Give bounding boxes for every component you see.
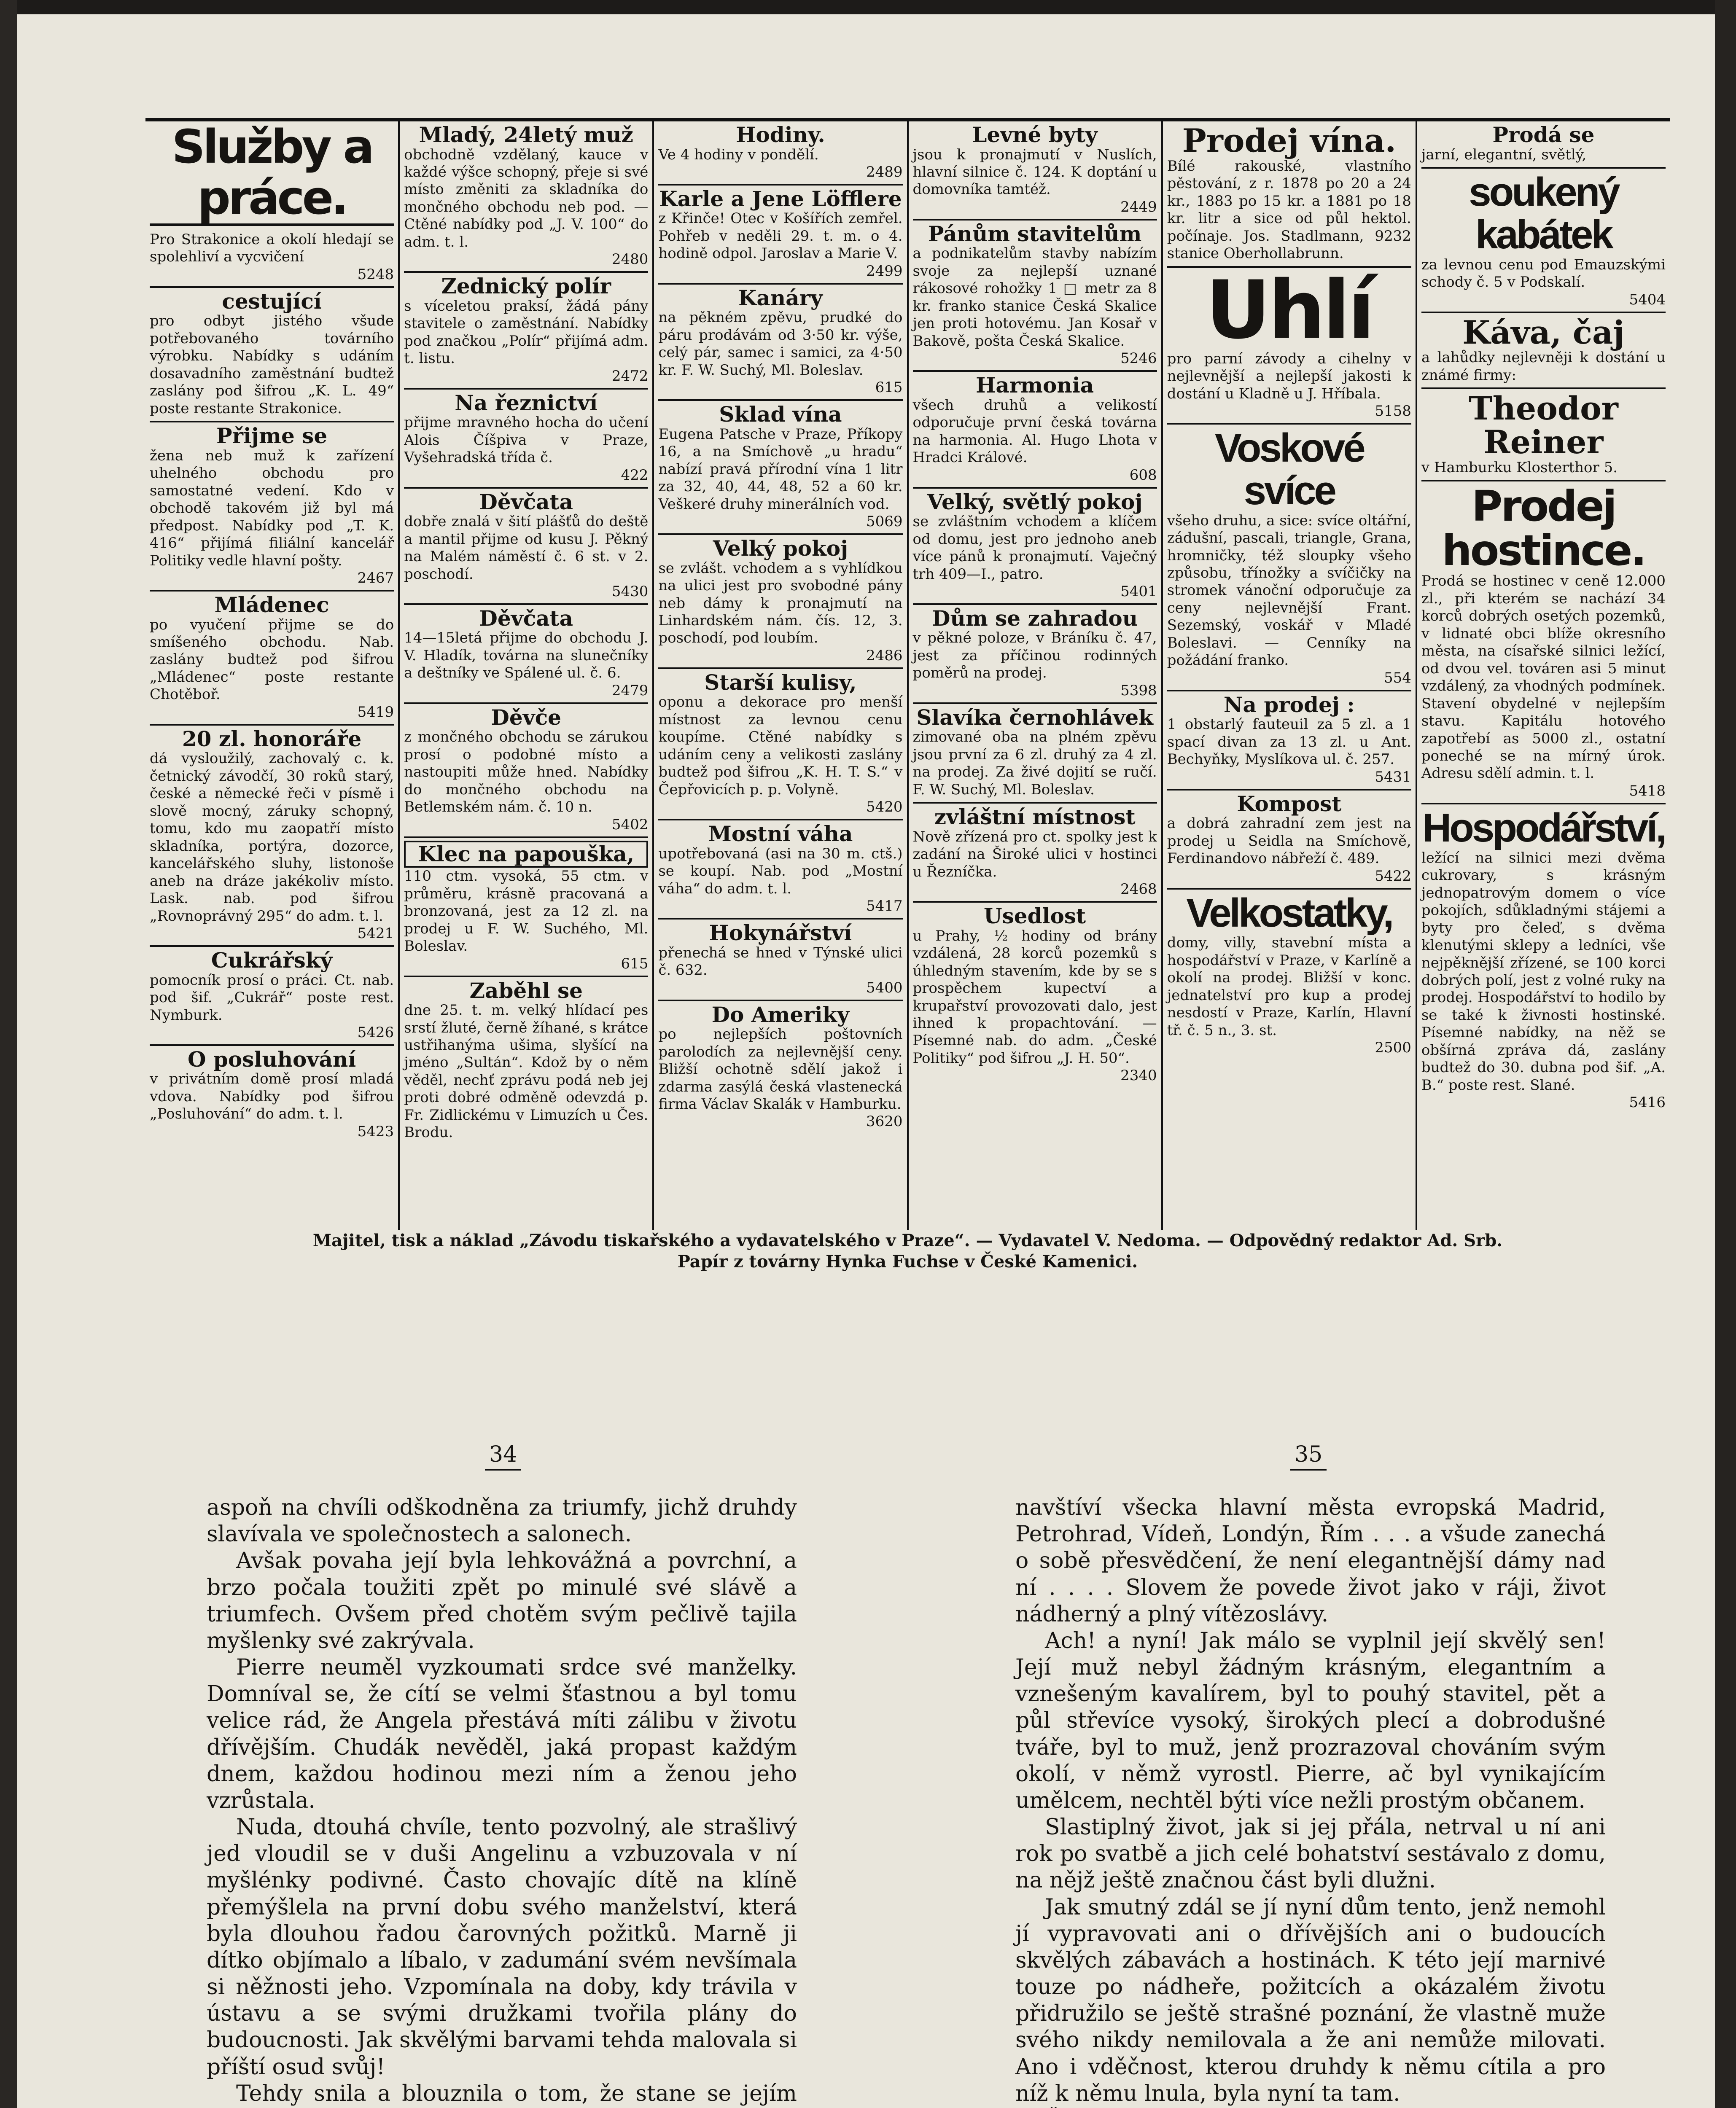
- ad-title: Hodiny.: [736, 122, 825, 147]
- ad-title: Usedlost: [984, 903, 1086, 929]
- ad: [404, 977, 648, 1145]
- ad: [1167, 425, 1411, 691]
- ad-title: Velký, světlý pokoj: [927, 489, 1143, 514]
- ad-code: 3620: [866, 1113, 903, 1130]
- ad-body: v Hamburku Klosterthor 5.: [1421, 459, 1618, 476]
- ad-title: Prodej hostince.: [1442, 481, 1645, 575]
- ad: [913, 372, 1157, 488]
- ad-title: Voskové svíce: [1214, 425, 1364, 513]
- ad-body: 14—15letá přijme do obchodu J. V. Hladík, továrna na slunečníky a deštníky ve Spálené ul. č. 6.: [404, 629, 649, 682]
- ad-body: přijme mravného hocha do učení Alois Číšpiva v Praze, Vyšehradská třída č.: [404, 414, 649, 466]
- ad: [658, 669, 902, 820]
- ad-code: 608: [1129, 466, 1157, 484]
- ad-code: 5416: [1629, 1094, 1666, 1111]
- ad-title: Uhlí: [1206, 263, 1373, 357]
- ad: [404, 838, 648, 977]
- ad: [404, 489, 648, 605]
- ad: [150, 229, 394, 288]
- ad-title: Děvče: [491, 704, 561, 730]
- ad-code: 5246: [1120, 350, 1157, 367]
- ad-title: Slavíka černohlávek: [916, 704, 1153, 730]
- ad: [658, 535, 902, 669]
- ad-body: Pro Strakonice a okolí hledají se spolehliví a vycvičení: [150, 231, 394, 266]
- ad-code: 5423: [357, 1123, 394, 1140]
- ad-code: 2468: [1120, 881, 1157, 898]
- scan-border-right: [1715, 0, 1736, 2108]
- ad-code: 5420: [866, 799, 903, 816]
- ad-body: na pěkném zpěvu, prudké do páru prodávám od 3·50 kr. výše, celý pár, samec i samici, za 4·50 kr. F. W. Suchý, Ml. Boleslav.: [658, 309, 903, 379]
- ad: [150, 1046, 394, 1143]
- left-page-number: 34: [485, 1442, 521, 1471]
- ad: [658, 285, 902, 401]
- ad: [1421, 481, 1666, 804]
- ad: [1421, 804, 1666, 1114]
- ad: [1167, 121, 1411, 268]
- ad-code: 5069: [866, 513, 903, 530]
- ad-title: zvláštní místnost: [934, 804, 1136, 830]
- ad-body: upotřebovaná (asi na 30 m. ctš.) se koupí. Nab. pod „Mostní váha“ do adm. t. l.: [658, 845, 903, 897]
- ad-code: 5404: [1629, 291, 1666, 308]
- ad-body: pro odbyt jistého všude potřebovaného továrního výrobku. Nabídky s udáním dosavadního zaměstnání budtež zaslány pod šifrou „K. L. 49“ poste restante Strakonice.: [150, 312, 394, 417]
- ad-title: Kompost: [1237, 791, 1342, 816]
- ad-code: 5426: [357, 1024, 394, 1041]
- ad-body: žena neb muž k zařízení uhelného obchodu pro samostatné vedení. Kdo v obchodě takovém již byl má předpost. Nabídky pod „T. K. 416“ přijímá filiální kancelář Politiky vedle hlavní pošty.: [150, 447, 394, 569]
- paragraph: Tehdy snila a blouznila o tom, že stane se jejím: [236, 2081, 797, 2106]
- ad-body: u Prahy, ½ hodiny od brány vzdálená, 28 korců pozemků s úhledným stavením, kde by se s prospěchem kupectví a krupařství provozovati dalo, jest ihned k propachtování. — Písemné nab. do adm. „České Politiky“ pod šifrou „J. H. 50“.: [912, 927, 1157, 1067]
- ad-title: cestující: [222, 288, 322, 314]
- ad-body: 1 obstarlý fauteuil za 5 zl. a 1 spací divan za 13 zl. u Ant. Bechyňky, Myslíkova ul. č. 257.: [1167, 716, 1411, 768]
- ad: [404, 273, 648, 389]
- ad: [1421, 169, 1666, 313]
- ad-body: přenechá se hned v Týnské ulici č. 632.: [658, 944, 903, 979]
- ad-code: 2472: [611, 367, 649, 384]
- ad-body: Ve 4 hodiny v pondělí.: [658, 146, 819, 163]
- ad-title: Do Ameriky: [711, 1002, 850, 1027]
- ad-body: Nově zřízená pro ct. spolky jest k zadání na Široké ulici v hostinci u Řezníčka.: [912, 828, 1157, 880]
- ad-body: všech druhů a velikostí odporučuje první česká továrna na harmonia. Al. Hugo Lhota v Hradci Králové.: [912, 396, 1157, 466]
- ad-code: 5421: [357, 925, 394, 942]
- ad-body: z mončného obchodu se zárukou prosí o podobné místo a nastoupiti může hned. Nabídky do mončného obchodu na Betlemském nám. č. 10 n.: [404, 729, 649, 816]
- imprint: [145, 1230, 1670, 1272]
- ad-title: Káva, čaj: [1462, 313, 1625, 351]
- ad-title: Dům se zahradou: [932, 605, 1138, 631]
- ad: [404, 121, 648, 273]
- ad: [150, 726, 394, 947]
- scan-border-left: [0, 0, 17, 2108]
- ad-body: pro parní závody a cihelny v nejlevnější a nejlepší jakosti k dostání u Kladně u J. Hříbala.: [1167, 350, 1411, 402]
- ad-code: 5431: [1375, 768, 1411, 785]
- ad-body: se zvláštním vchodem a klíčem od domu, jest pro jednoho aneb více pánů k pronajmutí. Vaječný trh 409—I., patro.: [912, 513, 1157, 583]
- paragraph: Nuda, dtouhá chvíle, tento pozvolný, ale strašlivý jed vloudil se v duši Angelinu a vzbuzovala v ní myšlénky podivné. Často chovajíc dítě na klíně přemýšlela na první dobu svého manželství, která byla dlouhou řadou čarovných požitků. Marně ji dítko objímalo a líbalo, v zadumání svém nevšímala si něžnosti jeho. Vzpomínala na doby, kdy trávila v ústavu a se svými družkami tvořila plány do budoucnosti. Jak skvělými barvami tehda malovala si příští osud svůj!: [207, 1815, 797, 2080]
- ad-title: Přijme se: [216, 423, 328, 449]
- ad: [913, 489, 1157, 605]
- ad-column-3: [654, 121, 908, 1230]
- ad-title: Kanáry: [738, 285, 823, 310]
- ad-body: oponu a dekorace pro menší místnost za levnou cenu koupíme. Ctěné nabídky s udáním ceny a velikosti zaslány budtež pod šifrou „K. H. T. S.“ v Čepřovicích p. p. Volyně.: [658, 694, 903, 798]
- ad: [150, 947, 394, 1046]
- ad-code: 5422: [1375, 867, 1411, 885]
- ad-code: 5417: [866, 898, 903, 915]
- ad-code: 5419: [357, 703, 394, 721]
- ad: [1167, 790, 1411, 890]
- ad-code: 5418: [1629, 782, 1666, 799]
- ad-body: v pěkné poloze, v Bráníku č. 47, jest za příčinou rodinných poměrů na prodej.: [912, 629, 1157, 682]
- ad-body: a lahůdky nejlevněji k dostání u známé firmy:: [1421, 349, 1666, 384]
- ad-title: Levné byty: [972, 122, 1098, 147]
- ad-title: Mládenec: [214, 592, 329, 618]
- ad: [150, 592, 394, 726]
- ad-body: jsou k pronajmutí v Nuslích, hlavní silnice č. 124. K doptání u domovníka tamtéž.: [912, 146, 1157, 198]
- ad-title: Na řeznictví: [455, 390, 598, 415]
- ad-code: 5248: [357, 266, 394, 283]
- ad-code: 615: [875, 379, 903, 396]
- ad-code: 422: [621, 466, 649, 484]
- ad-body: ležící na silnici mezi dvěma cukrovary, s krásným jednopatrovým domem o více pokojích, sdůkladnými stájemi a byty pro čeleď, s dvěma klenutými sklepy a ledníci, vše nejpěknější zřízené, se 100 korci dobrých polí, jest z volné ruky na prodej. Hospodářství to hodilo by se také k živnosti hostinské. Písemné nabídky, na něž se obšírná zpráva dá, zaslány budtež do 30. dubna pod šif. „A. B.“ poste rest. Slané.: [1421, 849, 1666, 1094]
- ad: [150, 288, 394, 422]
- ad: [913, 121, 1157, 220]
- ad: [913, 704, 1157, 804]
- paragraph: Pierre neuměl vyzkoumati srdce své manželky. Domníval se, že cítí se velmi šťastnou a byl tomu velice rád, že Angela přestává míti zálibu v životu dřívějším. Chudák nevěděl, jaká propast každým dnem, každou hodinou mezi ním a ženou jeho vzrůstala.: [207, 1655, 797, 1813]
- ad-column-2: [400, 121, 654, 1230]
- ad-code: 5430: [611, 583, 649, 600]
- ad-body: a dobrá zahradní zem jest na prodej u Seidla na Smíchově, Ferdinandovo nábřeží č. 489.: [1167, 815, 1411, 867]
- ad-code: 5158: [1375, 403, 1411, 420]
- ad: [658, 121, 902, 186]
- ad-title: O posluhování: [187, 1046, 356, 1072]
- ad-body: se zvlášt. vchodem a s vyhlídkou na ulici jest pro svobodné pány neb dámy k pronajmutí na Linhardském nám. čís. 12, 3. poschodí, pod loubím.: [658, 559, 903, 647]
- ad-code: 2449: [1120, 198, 1157, 215]
- ad-body: Prodá se hostinec v ceně 12.000 zl., při kterém se nachází 34 korců dobrých osetých pozemků, v lidnaté obci blíže okresního města, na císařské silnici ležící, od dvou vel. továren asi 5 minut vzdálený, za vhodných podmínek. Stavení obydelné v nejlepším stavu. Kapitálu hotového zapotřebí as 5000 zl., ostatní poneché se na mírný úrok. Adresu sdělí admin. t. l.: [1421, 573, 1666, 782]
- ad: [913, 804, 1157, 903]
- paragraph: Ach! a nyní! Jak málo se vyplnil její skvělý sen! Její muž nebyl žádným krásným, elegantním a vznešeným kavalírem, byl to pouhý stavitel, pět a půl střevíce vysoký, širokých plecí a dobrodušné tváře, byl to muž, jenž prozrazoval chováním svým okolí, v němž vyrostl. Pierre, ač byl vynikajícím umělcem, nechtěl býti více nežli prostým občanem.: [1015, 1628, 1606, 1813]
- ad: [1421, 389, 1666, 481]
- ad-title: Velkostatky,: [1186, 890, 1392, 936]
- ad-title: Děvčata: [479, 605, 573, 631]
- advertisement-grid: [145, 118, 1670, 1230]
- ad: [658, 186, 902, 285]
- ad: [404, 390, 648, 489]
- ad-body: z Křinče! Otec v Košířích zemřel. Pohřeb v neděli 29. t. m. o 4. hodině odpol. Jaroslav a Marie V.: [658, 210, 903, 262]
- ad-title: 20 zl. honoráře: [182, 726, 362, 751]
- ad-title: Sklad vína: [719, 402, 842, 427]
- ad: [658, 920, 902, 1001]
- ad-body: dá vysloužilý, zachovalý c. k. četnický závodčí, 30 roků starý, české a německé řeči v písmě i slově mocný, záruky schopný, tomu, kdo mu zaopatří místo skladníka, portýra, dozorce, kancelářského sluhy, listonoše aneb na dráze jakékoliv místo. Lask. nab. pod šifrou „Rovnoprávný 295“ do adm. t. l.: [150, 750, 394, 925]
- ad: [658, 401, 902, 535]
- ad-code: 5401: [1120, 583, 1157, 600]
- ad-code: 2499: [866, 262, 903, 280]
- ad-body: domy, villy, stavební místa a hospodářství v Praze, v Karlíně a okolí na prodej. Bližší v konc. jednatelství pro kup a prodej nesdostí v Praze, Karlín, Hlavní tř. č. 5 n., 3. st.: [1167, 934, 1411, 1039]
- ad: [404, 605, 648, 704]
- ad-body: po vyučení přijme se do smíšeného obchodu. Nab. zaslány budtež pod šifrou „Mládenec“ poste restante Chotěboř.: [150, 616, 394, 703]
- paragraph: Jak smutný zdál se jí nyní dům tento, jenž nemohl jí vypravovati ani o dřívějších ani o budoucích skvělých zábavách a hostinách. K této její marnivé touze po nádheře, požitcích a okázalém životu přidružilo se ještě strašné poznání, že vlastně muže svého nikdy nemilovala a že ani nemůže milovati. Ano i vděčnost, kterou druhdy k němu cítila a pro níž k němu lnula, byla nyní ta tam.: [1015, 1894, 1606, 2106]
- paragraph: Slastiplný život, jak si jej přála, netrval u ní ani rok po svatbě a jich celé bohatství sestávalo z domu, na nějž ještě značnou část byli dlužni.: [1015, 1815, 1606, 1893]
- ad-code: 2340: [1120, 1067, 1157, 1084]
- ad-code: 5400: [866, 979, 903, 996]
- ad-title: Klec na papouška,: [404, 841, 648, 868]
- ad: [150, 422, 394, 592]
- ad-code: 2500: [1375, 1039, 1411, 1057]
- ad-title: soukený kabátek: [1469, 169, 1618, 257]
- paragraph: navštíví všecka hlavní města evropská Madrid, Petrohrad, Vídeň, Londýn, Řím . . . a všude zanechá o sobě přesvědčení, že není elegantnější dámy nad ní . . . . Slovem že povede život jako v ráji, život nádherný a plný vítězoslávy.: [1015, 1495, 1606, 1627]
- ad-body: dobře znalá v šití plášťů do deště a mantil přijme od kusu J. Pěkný na Malém náměstí č. 6 st. v 2. poschodí.: [404, 513, 649, 583]
- ad-title: Pánům stavitelům: [928, 221, 1142, 246]
- ad-code: 2479: [611, 682, 649, 699]
- ad-body: pomocník prosí o práci. Ct. nab. pod šif. „Cukrář“ poste rest. Nymburk.: [150, 971, 394, 1024]
- ad-title: Prodej vína.: [1182, 122, 1396, 159]
- ad-body: a podnikatelům stavby nabízím svoje za nejlepší uznané rákosové rohožky 1 □ metr za 8 kr. franko stanice Česká Skalice jen proti hotovému. Jan Kosař v Bakově, pošta Česká Skalice.: [912, 245, 1157, 350]
- ad: [1167, 890, 1411, 1060]
- ad-title: Zednický polír: [441, 274, 611, 299]
- ad-title: Mladý, 24letý muž: [419, 122, 633, 147]
- ad-body: Bílé rakouské, vlastního pěstování, z r. 1878 po 20 a 24 kr., 1883 po 15 kr. a 1881 po 18 kr. litr a sice od půl hektol. počínaje. Jos. Stadlmann, 9232 stanice Oberhollabrunn.: [1167, 157, 1411, 262]
- ad-body: za levnou cenu pod Emauzskými schody č. 5 v Podskalí.: [1421, 256, 1666, 291]
- ad-body: po nejlepších poštovních parolodích za nejlevnější ceny. Bližší ochotně sdělí jakož i zdarma zasýlá česká vlastenecká firma Václav Skalák v Hamburku.: [658, 1026, 903, 1113]
- ad-code: 2467: [357, 570, 394, 587]
- ad-title: Karle a Jene Löfflere: [659, 186, 902, 211]
- ad-code: 2480: [611, 251, 649, 268]
- section-title: Služby a práce.: [150, 121, 394, 226]
- ad-title: Na prodej :: [1223, 692, 1355, 717]
- right-page-number: 35: [1290, 1442, 1327, 1471]
- ad-code: 554: [1383, 669, 1411, 686]
- scan-border-top: [0, 0, 1736, 14]
- ad-title: Zaběhl se: [469, 978, 583, 1003]
- ad-column-4: [909, 121, 1163, 1230]
- ad-title: Prodá se: [1492, 122, 1595, 147]
- ad-column-5: [1163, 121, 1417, 1230]
- ad-title: Hospodářství,: [1422, 805, 1665, 850]
- ad-body: v privátním domě prosí mladá vdova. Nabídky pod šifrou „Posluhování“ do adm. t. l.: [150, 1070, 394, 1123]
- ad-title: Velký pokoj: [713, 536, 848, 561]
- left-page-text: [207, 1495, 797, 2108]
- imprint-line: Papír z továrny Hynka Fuchse v České Kamenici.: [677, 1252, 1138, 1272]
- ad-title: Theodor Reiner: [1469, 390, 1618, 461]
- ad-column-1: [145, 121, 400, 1230]
- ad-code: 2486: [866, 647, 903, 664]
- ad: [658, 1001, 902, 1134]
- ad: [658, 820, 902, 920]
- ad-body: s víceletou praksí, žádá pány stavitele o zaměstnání. Nabídky pod značkou „Polír“ přijímá adm. t. listu.: [404, 297, 649, 367]
- ad-body: 110 ctm. vysoká, 55 ctm. v průměru, krásně pracovaná a bronzovaná, jest za 12 zl. na prodej u F. W. Suchého, Ml. Boleslav.: [404, 868, 649, 955]
- ad-body: jarní, elegantní, světlý,: [1421, 146, 1587, 163]
- ad-title: Cukrářský: [211, 948, 333, 973]
- ad-code: 5398: [1120, 682, 1157, 699]
- ad: [1421, 313, 1666, 390]
- ad-code: 615: [621, 955, 649, 972]
- imprint-line: Majitel, tisk a náklad „Závodu tiskařského a vydavatelského v Praze“. — Vydavatel V. Nedoma. — Odpovědný redaktor Ad. Srb.: [312, 1231, 1503, 1250]
- ad: [1421, 121, 1666, 169]
- ad-title: Mostní váha: [708, 821, 853, 847]
- ad-title: Harmonia: [976, 373, 1094, 398]
- ad-body: všeho druhu, a sice: svíce oltářní, zádušní, pascali, triangle, Grana, hromničky, též sloupky všeho způsobu, třínožky a svíčičky na stromek vánoční odporučuje za ceny nejlevnější Frant. Sezemský, voskář v Mladé Boleslavi. — Cenníky na požádání franko.: [1167, 512, 1411, 669]
- ad: [1167, 691, 1411, 790]
- ad-title: Starší kulisy,: [704, 670, 857, 695]
- ad-body: obchodně vzdělaný, kauce v každé výšce schopný, přeje si své místo změniti za skladníka do mončného obchodu neb pod. — Ctěné nabídky pod „J. V. 100“ do adm. t. l.: [404, 146, 649, 250]
- ad-code: 5402: [611, 816, 649, 833]
- ad: [404, 704, 648, 838]
- ad-column-6: [1417, 121, 1670, 1230]
- right-page-text: [1015, 1495, 1606, 2108]
- ad-body: dne 25. t. m. velký hlídací pes srstí žluté, černě žíhané, s krátce ustřihanýma ušima, slyšící na jméno „Sultán“. Kdož by o něm věděl, nechť zprávu podá neb jej proti dobré odměně odevzdá p. Fr. Zidlickému v Limuzích u Čes. Brodu.: [404, 1002, 649, 1141]
- paragraph: aspoň na chvíli odškodněna za triumfy, jichž druhdy slavívala ve společnostech a salonech.: [207, 1495, 797, 1547]
- ad: [913, 903, 1157, 1087]
- ad-title: Hokynářství: [709, 920, 852, 946]
- ad: [913, 220, 1157, 372]
- ad: [913, 605, 1157, 704]
- ad-code: 2489: [866, 163, 903, 180]
- paragraph: Avšak povaha její byla lehkovážná a povrchní, a brzo počala toužiti zpět po minulé své slávě a triumfech. Ovšem před chotěm svým pečlivě tajila myšlenky své zakrývala.: [207, 1548, 797, 1654]
- ad-body: zimované oba na plném zpěvu jsou první za 6 zl. druhý za 4 zl. na prodej. Za živé dojití se ručí. F. W. Suchý, Ml. Boleslav.: [912, 729, 1157, 798]
- ad-title: Děvčata: [479, 489, 573, 514]
- ad: [1167, 263, 1411, 425]
- ad-body: Eugena Patsche v Praze, Příkopy 16, a na Smíchově „u hradu“ nabízí pravá přírodní vína 1 litr za 32, 40, 44, 48, 52 a 60 kr. Veškeré druhy minerálních vod.: [658, 425, 903, 513]
